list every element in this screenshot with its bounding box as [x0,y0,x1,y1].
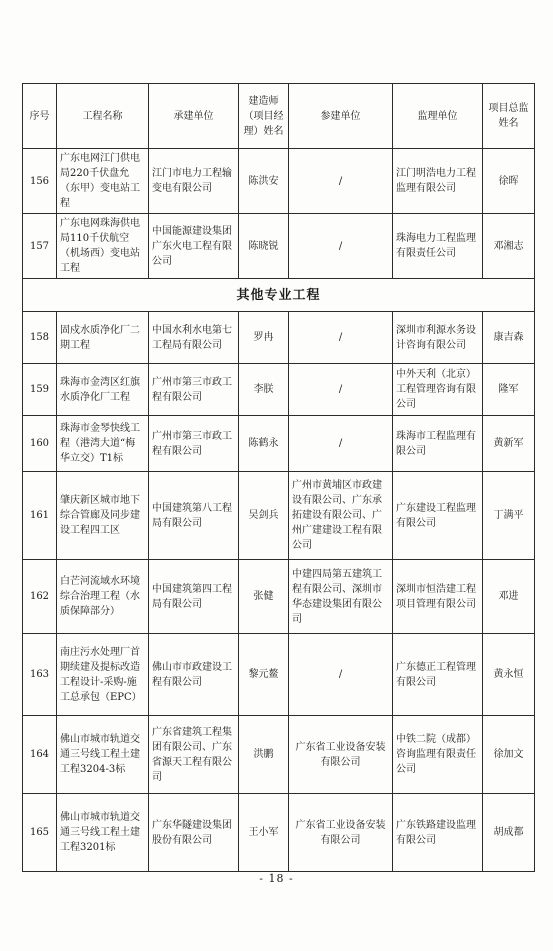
cell-chief: 徐晖 [483,149,535,214]
cell-supervisor: 中外天利（北京）工程管理咨询有限公司 [393,364,483,416]
cell-supervisor: 珠海电力工程监理有限责任公司 [393,214,483,279]
cell-no: 165 [23,794,57,872]
table-row [23,312,535,364]
cell-manager: 陈鹤永 [239,416,289,472]
table-row [23,149,535,214]
cell-project: 固戍水质净化厂二期工程 [57,312,149,364]
cell-participant: 广州市黄埔区市政建设有限公司、广东承拓建设有限公司、广州广建建设工程有限公司 [289,472,393,560]
cell-manager: 王小军 [239,794,289,872]
cell-chief: 胡成都 [483,794,535,872]
cell-project: 珠海市金湾区红旗水质净化厂工程 [57,364,149,416]
cell-contractor: 中国水利水电第七工程局有限公司 [149,312,239,364]
cell-project: 广东电网珠海供电局110千伏航空（机场西）变电站工程 [57,214,149,279]
cell-participant: / [289,214,393,279]
section-title: 其他专业工程 [23,279,535,312]
cell-no: 158 [23,312,57,364]
cell-participant: / [289,364,393,416]
header-contractor: 承建单位 [149,84,239,149]
header-manager: 建造师（项目经理）姓名 [239,84,289,149]
cell-participant: / [289,416,393,472]
cell-project: 白芒河流域水环境综合治理工程（水质保障部分） [57,560,149,634]
cell-manager: 黎元鳌 [239,634,289,716]
cell-chief: 康吉森 [483,312,535,364]
cell-project: 肇庆新区城市地下综合管廊及同步建设工程四工区 [57,472,149,560]
cell-participant: / [289,634,393,716]
cell-project: 佛山市城市轨道交通三号线工程土建工程3201标 [57,794,149,872]
cell-contractor: 中国建筑第八工程局有限公司 [149,472,239,560]
cell-contractor: 佛山市市政建设工程有限公司 [149,634,239,716]
page-number: - 18 - [259,872,294,885]
cell-participant: 广东省工业设备安装有限公司 [289,716,393,794]
cell-no: 161 [23,472,57,560]
cell-supervisor: 广东建设工程监理有限公司 [393,472,483,560]
cell-manager: 罗冉 [239,312,289,364]
header-participant: 参建单位 [289,84,393,149]
cell-supervisor: 深圳市利源水务设计咨询有限公司 [393,312,483,364]
cell-supervisor: 珠海市工程监理有限公司 [393,416,483,472]
cell-chief: 邓进 [483,560,535,634]
table-header-row [23,84,535,149]
table-row [23,416,535,472]
cell-no: 162 [23,560,57,634]
table-row [23,716,535,794]
cell-project: 南庄污水处理厂首期续建及提标改造工程设计-采购-施工总承包（EPC） [57,634,149,716]
cell-contractor: 广东华隧建设集团股份有限公司 [149,794,239,872]
cell-chief: 丁满平 [483,472,535,560]
table-row [23,364,535,416]
cell-project: 珠海市金琴快线工程（港湾大道“梅华立交）T1标 [57,416,149,472]
cell-chief: 黄新军 [483,416,535,472]
table-row [23,472,535,560]
table-row [23,634,535,716]
cell-supervisor: 中铁二院（成都）咨询监理有限责任公司 [393,716,483,794]
cell-no: 163 [23,634,57,716]
cell-manager: 陈晓锐 [239,214,289,279]
project-table [22,83,535,872]
cell-contractor: 广东省建筑工程集团有限公司、广东省源天工程有限公司 [149,716,239,794]
cell-contractor: 中国建筑第四工程局有限公司 [149,560,239,634]
cell-supervisor: 深圳市恒浩建工程项目管理有限公司 [393,560,483,634]
section-row [23,279,535,312]
table-row [23,794,535,872]
cell-participant: / [289,312,393,364]
cell-supervisor: 广东德正工程管理有限公司 [393,634,483,716]
cell-supervisor: 江门明浩电力工程监理有限公司 [393,149,483,214]
cell-manager: 李朕 [239,364,289,416]
header-no: 序号 [23,84,57,149]
cell-no: 164 [23,716,57,794]
cell-manager: 张健 [239,560,289,634]
header-chief: 项目总监姓名 [483,84,535,149]
table-row [23,214,535,279]
cell-participant: / [289,149,393,214]
cell-manager: 陈洪安 [239,149,289,214]
cell-manager: 吴剑兵 [239,472,289,560]
cell-project: 佛山市城市轨道交通三号线工程土建工程3204-3标 [57,716,149,794]
cell-chief: 黄永恒 [483,634,535,716]
cell-project: 广东电网江门供电局220千伏盘允（东甲）变电站工程 [57,149,149,214]
header-supervisor: 监理单位 [393,84,483,149]
cell-participant: 广东省工业设备安装有限公司 [289,794,393,872]
cell-chief: 邓湘志 [483,214,535,279]
header-project: 工程名称 [57,84,149,149]
cell-supervisor: 广东铁路建设监理有限公司 [393,794,483,872]
cell-chief: 徐加文 [483,716,535,794]
cell-no: 156 [23,149,57,214]
cell-manager: 洪鹏 [239,716,289,794]
cell-contractor: 广州市第三市政工程有限公司 [149,364,239,416]
cell-contractor: 江门市电力工程输变电有限公司 [149,149,239,214]
table-row [23,560,535,634]
cell-no: 159 [23,364,57,416]
cell-contractor: 广州市第三市政工程有限公司 [149,416,239,472]
cell-no: 160 [23,416,57,472]
cell-participant: 中建四局第五建筑工程有限公司、深圳市华态建设集团有限公司 [289,560,393,634]
cell-contractor: 中国能源建设集团广东火电工程有限公司 [149,214,239,279]
cell-no: 157 [23,214,57,279]
cell-chief: 隆军 [483,364,535,416]
